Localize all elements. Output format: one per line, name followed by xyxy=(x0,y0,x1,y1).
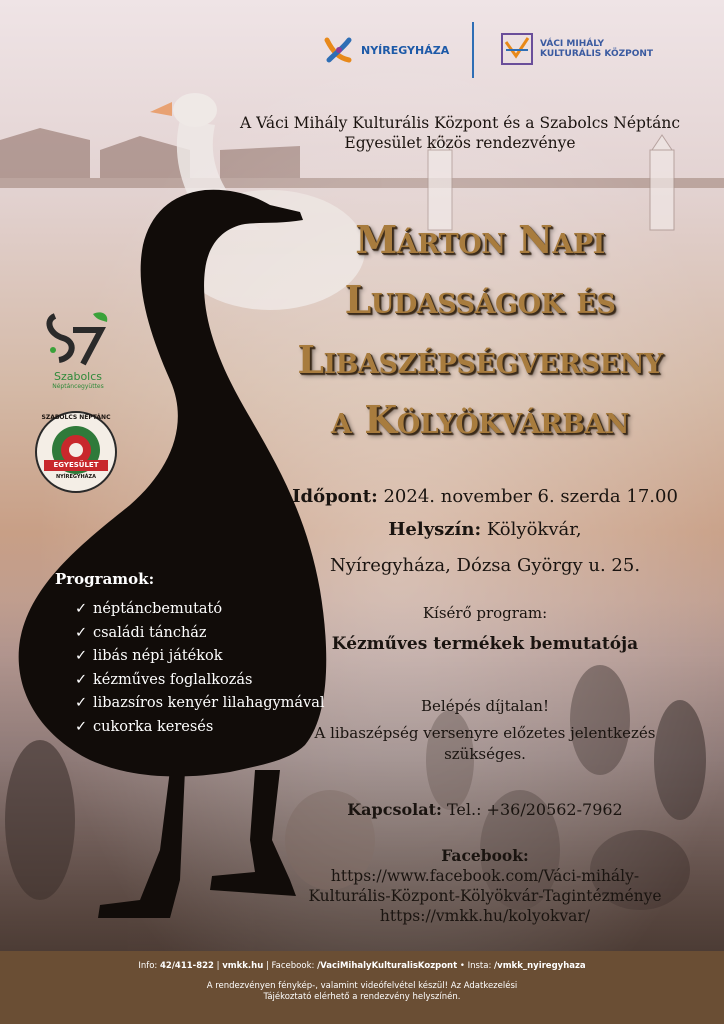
programs-items xyxy=(75,598,325,739)
list-item xyxy=(75,692,325,716)
footer-info-label: Info: xyxy=(138,961,158,971)
vmkk-name-line1: VÁCI MIHÁLY xyxy=(540,39,605,49)
time-value: 2024. november 6. szerda 17.00 xyxy=(383,486,678,507)
side-program-label: Kísérő program: xyxy=(422,604,548,622)
footer-insta-label: Insta: xyxy=(467,961,492,971)
szabolcs-s7-icon xyxy=(43,308,113,368)
programs-list xyxy=(55,570,325,739)
list-item xyxy=(75,598,325,622)
szabolcs-name: Szabolcs xyxy=(53,370,103,383)
program-item: kézműves foglalkozás xyxy=(93,671,253,688)
egyesulet-emblem xyxy=(34,410,118,494)
event-address: Nyíregyháza, Dózsa György u. 25. xyxy=(329,555,641,576)
disclaimer-line2: Tájékoztató elérhető a rendezvény helyszínén. xyxy=(263,992,461,1002)
note-line1: A libaszépség versenyre előzetes jelentkezés xyxy=(314,724,656,742)
program-item: cukorka keresés xyxy=(93,718,214,735)
list-item xyxy=(75,716,325,740)
emblem-text: SZABOLCS NÉPTÁNC xyxy=(41,414,111,421)
facebook-url-line1[interactable]: https://www.facebook.com/Váci-mihály- xyxy=(330,867,640,885)
title-line2: Ludasságok és xyxy=(344,277,616,322)
place-label: Helyszín: xyxy=(388,519,482,540)
szabolcs-subname: Néptáncegyüttes xyxy=(52,383,104,390)
facebook-label: Facebook: xyxy=(441,846,529,865)
title-line1: Márton Napi xyxy=(355,217,605,262)
footer-disclaimer xyxy=(0,981,724,1003)
logo-divider xyxy=(472,22,474,78)
emblem-city: NYÍREGYHÁZA xyxy=(55,474,97,480)
check-icon: ✓ xyxy=(75,718,88,735)
event-title xyxy=(240,210,720,450)
footer-sep: | xyxy=(265,961,269,971)
facebook-info xyxy=(250,846,720,926)
side-program-title: Kézműves termékek bemutatója xyxy=(331,634,639,654)
check-icon: ✓ xyxy=(75,648,88,664)
title-line3: Libaszépségverseny xyxy=(297,337,663,382)
footer-web[interactable]: vmkk.hu xyxy=(222,961,264,971)
list-item xyxy=(75,645,325,669)
disclaimer-line1: A rendezvényen fénykép-, valamint videófelvétel készül! Az Adatkezelési xyxy=(206,981,518,991)
city-logo-icon xyxy=(323,36,355,64)
emblem-icon xyxy=(34,410,118,494)
contact-phone[interactable]: Tel.: +36/20562-7962 xyxy=(446,800,623,819)
footer-bullet: • xyxy=(459,961,465,971)
note-line2: szükséges. xyxy=(444,745,526,763)
event-place xyxy=(250,519,720,540)
footer-contacts xyxy=(0,961,724,971)
event-time xyxy=(250,486,720,507)
list-item xyxy=(75,622,325,646)
check-icon: ✓ xyxy=(75,624,88,641)
organizers-intro xyxy=(230,113,690,153)
programs-heading: Programok: xyxy=(55,570,155,588)
check-icon: ✓ xyxy=(75,601,88,617)
emblem-band: EGYESÜLET xyxy=(53,461,99,469)
title-line4: a Kölyökvárban xyxy=(331,397,629,442)
place-value1: Kölyökvár, xyxy=(486,519,582,540)
footer-fb-value[interactable]: /VaciMihalyKulturalisKozpont xyxy=(317,961,458,971)
footer-insta-value[interactable]: /vmkk_nyiregyhaza xyxy=(494,961,586,971)
intro-line1: A Váci Mihály Kulturális Központ és a Szabolcs Néptánc xyxy=(239,114,681,132)
contact-info xyxy=(250,800,720,819)
szabolcs-logo xyxy=(38,308,118,390)
list-item xyxy=(75,669,325,693)
vmkk-name-line2: KULTURÁLIS KÖZPONT xyxy=(540,49,654,59)
footer-phone[interactable]: 42/411-822 xyxy=(159,961,214,971)
program-item: néptáncbemutató xyxy=(93,601,223,617)
nyiregyhaza-logo xyxy=(323,36,449,64)
time-label: Időpont: xyxy=(292,486,378,507)
check-icon: ✓ xyxy=(75,671,88,688)
vmkk-logo-icon xyxy=(500,32,534,66)
footer-bar xyxy=(0,951,724,1024)
intro-line2: Egyesület közös rendezvénye xyxy=(344,134,576,152)
city-name: NYÍREGYHÁZA xyxy=(361,43,450,57)
vmkk-logo xyxy=(500,32,653,66)
contact-label: Kapcsolat: xyxy=(347,800,442,819)
check-icon: ✓ xyxy=(75,695,88,711)
footer-fb-label: Facebook: xyxy=(271,961,315,971)
program-item: családi táncház xyxy=(93,624,207,641)
program-item: libazsíros kenyér lilahagymával xyxy=(93,695,325,711)
facebook-url-line2[interactable]: Kulturális-Központ-Kölyökvár-Tagintézménye xyxy=(308,887,662,905)
website-url[interactable]: https://vmkk.hu/kolyokvar/ xyxy=(379,907,591,925)
free-entry: Belépés díjtalan! xyxy=(421,697,549,715)
footer-sep: | xyxy=(216,961,220,971)
program-item: libás népi játékok xyxy=(93,648,223,664)
